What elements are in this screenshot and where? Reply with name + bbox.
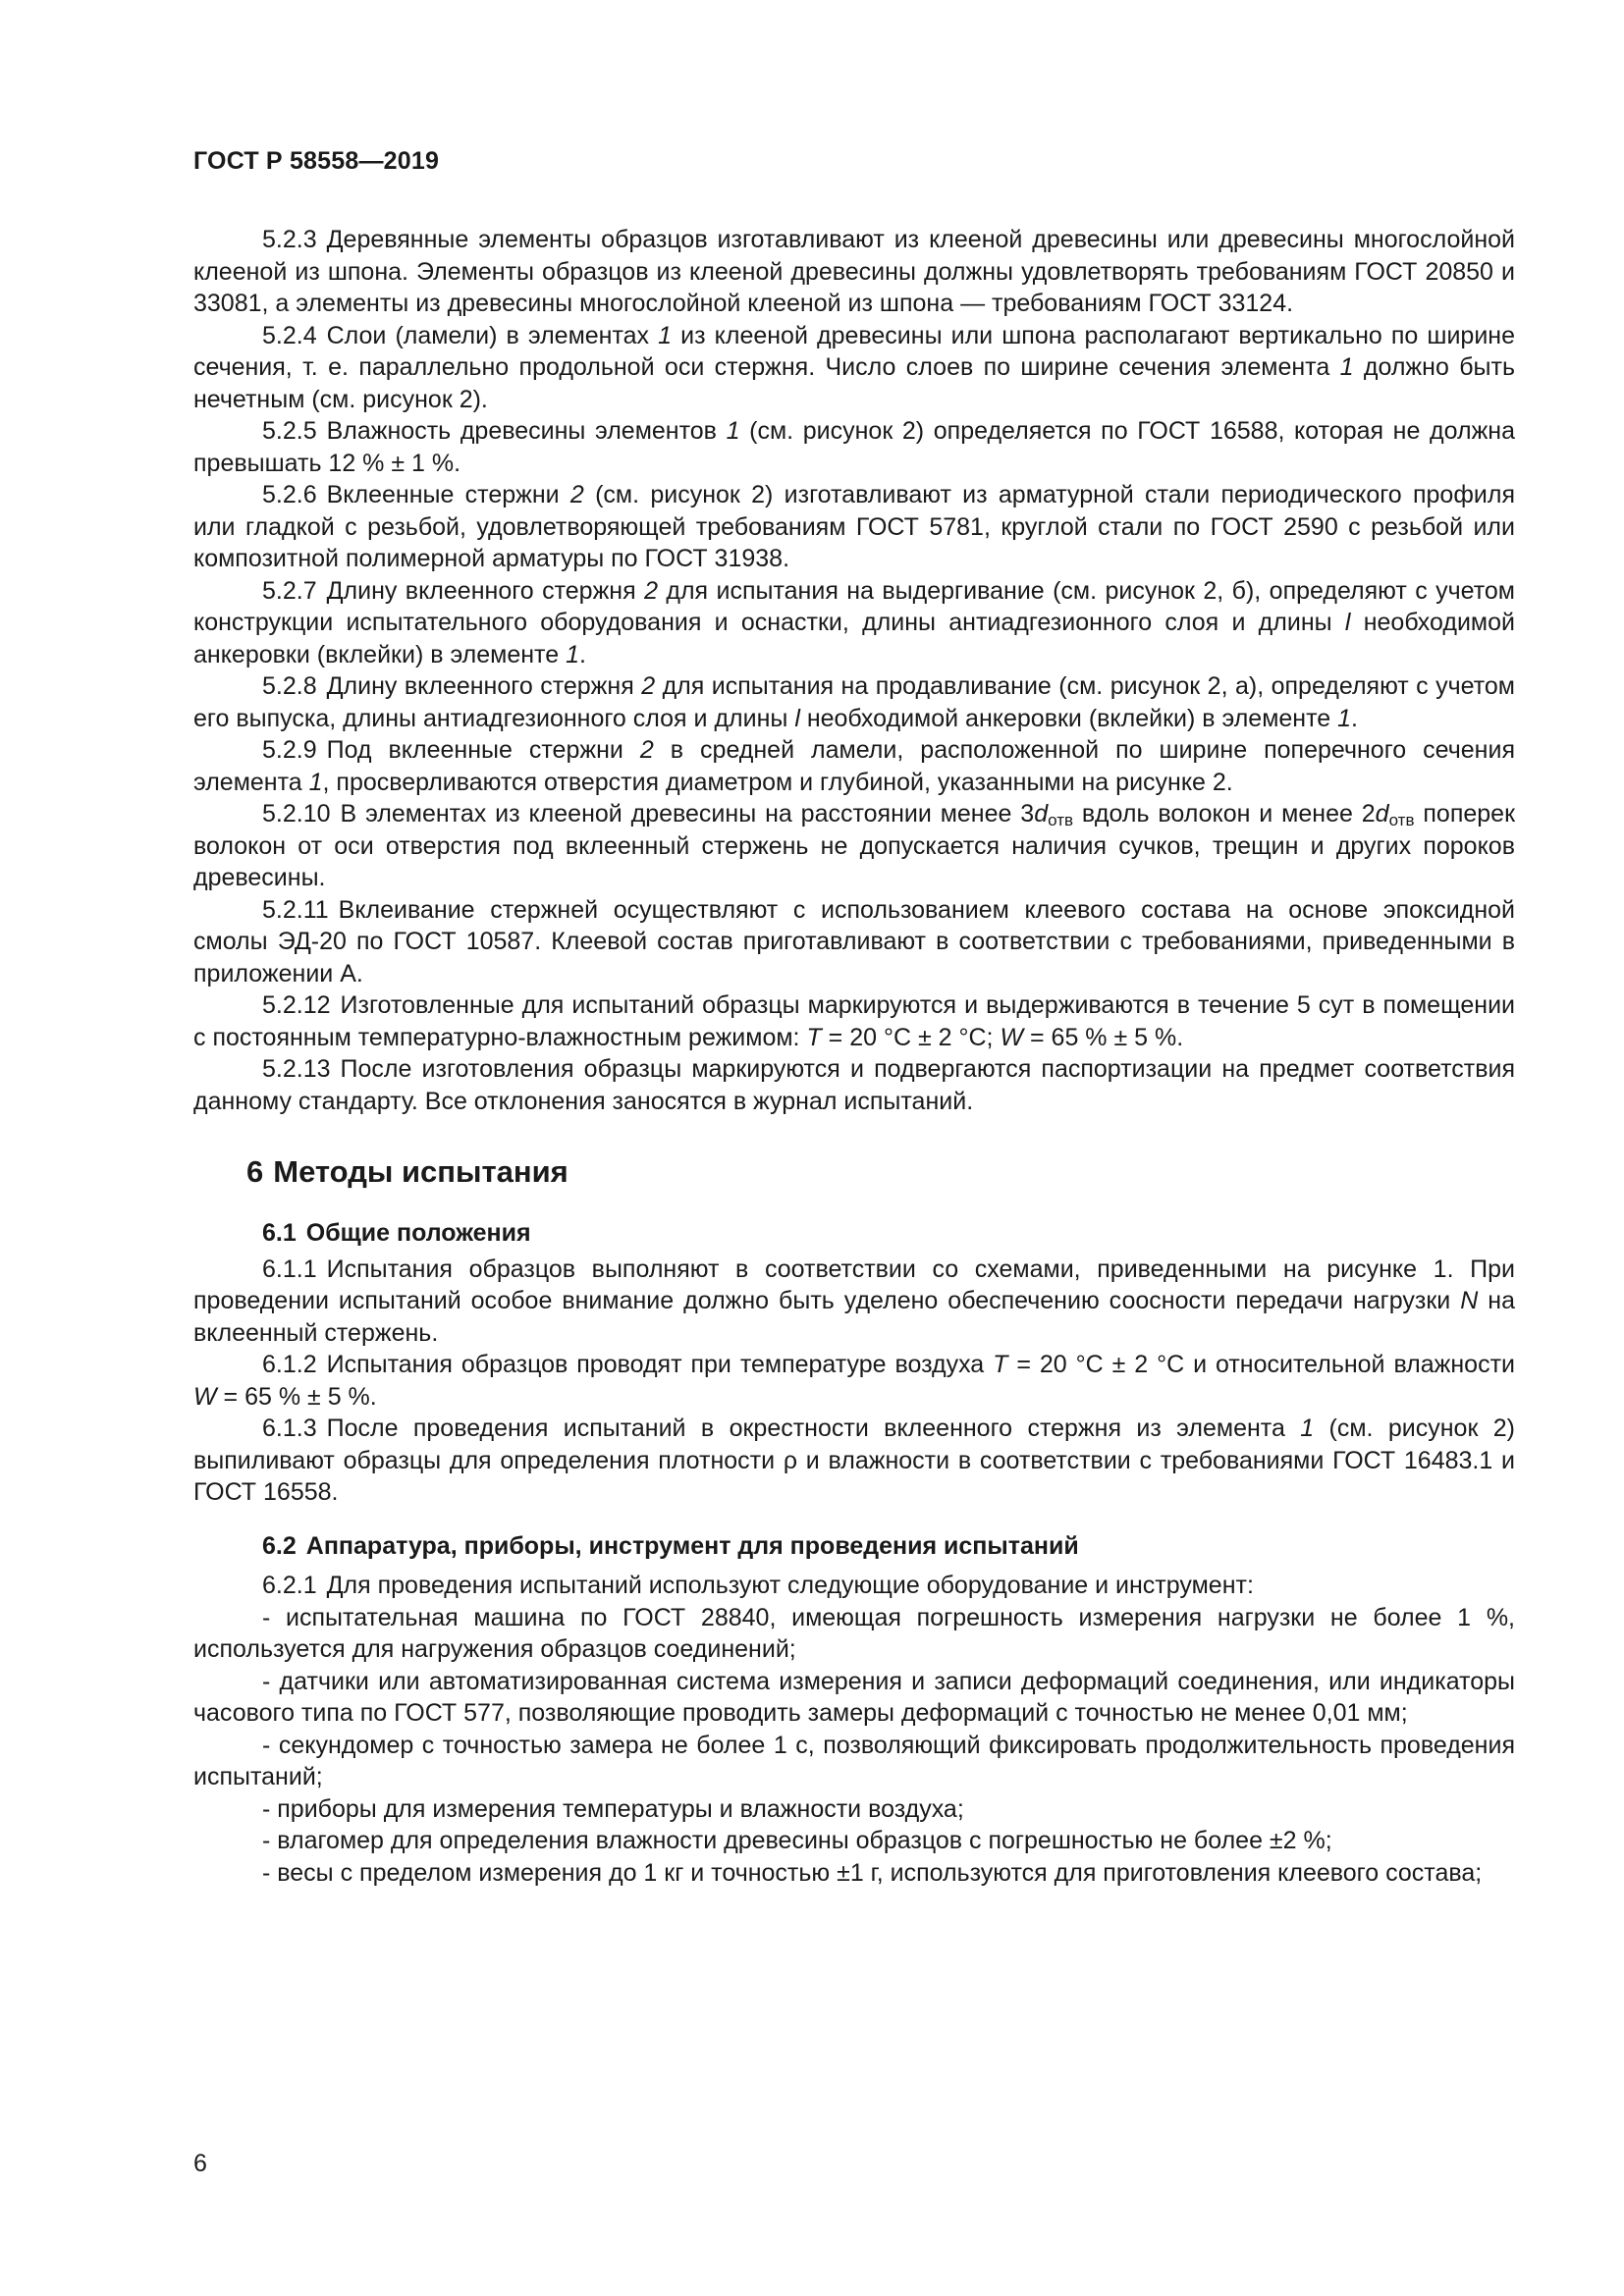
clause-text: В элементах из клееной древесины на расстоянии менее 3 bbox=[340, 800, 1035, 828]
section-6-title bbox=[246, 1152, 1515, 1192]
clause-text: (см. рисунок 2) определяется по ГОСТ 16588, которая не должна превышать 12 % ± 1 %. bbox=[193, 417, 1515, 477]
paragraph-6-2-1 bbox=[193, 1570, 1515, 1602]
clause-text: для испытания на продавливание (см. рисунок 2, а), определяют с учетом его выпуска, длины антиадгезионного слоя и длины bbox=[193, 672, 1515, 732]
list-item: - весы с пределом измерения до 1 кг и точностью ±1 г, используются для приготовления клеевого состава; bbox=[262, 1858, 1483, 1887]
clause-text: Вклеенные стержни bbox=[326, 481, 570, 508]
clause-text: на вклеенный стержень. bbox=[193, 1287, 1515, 1347]
clause-text: = 65 % ± 5 %. bbox=[216, 1382, 377, 1411]
element-ref: 1 bbox=[1337, 704, 1352, 732]
variable-w: W bbox=[193, 1382, 217, 1411]
clause-number: 6.1.2 bbox=[262, 1351, 317, 1378]
section-number: 6 bbox=[246, 1154, 264, 1189]
list-item: - секундомер с точностью замера не более 1 с, позволяющий фиксировать продолжительность проведения испытаний; bbox=[193, 1731, 1515, 1790]
clause-text: = 20 °С ± 2 °С; bbox=[821, 1023, 1001, 1051]
paragraph-5-2-3 bbox=[193, 224, 1515, 320]
clause-text: Для проведения испытаний используют следующие оборудование и инструмент: bbox=[326, 1572, 1254, 1599]
clause-text: необходимой анкеровки (вклейки) в элементе bbox=[799, 704, 1338, 732]
clause-number: 5.2.10 bbox=[262, 800, 331, 828]
clause-number: 5.2.8 bbox=[262, 672, 317, 700]
clause-text: Длину вклеенного стержня bbox=[326, 576, 645, 605]
clause-text: . bbox=[1351, 704, 1358, 732]
clause-number: 5.2.6 bbox=[262, 481, 317, 508]
clause-number: 5.2.4 bbox=[262, 321, 317, 349]
clause-text: = 20 °С ± 2 °С и относительной влажности bbox=[1007, 1351, 1515, 1378]
clause-number: 6.2.1 bbox=[262, 1572, 317, 1599]
clause-number: 5.2.5 bbox=[262, 417, 317, 445]
paragraph-6-1-3 bbox=[193, 1413, 1515, 1509]
subsection-6-2-title bbox=[262, 1530, 1515, 1563]
subsection-6-1-title bbox=[262, 1217, 1515, 1250]
clause-text: , просверливаются отверстия диаметром и глубиной, указанными на рисунке 2. bbox=[322, 768, 1233, 796]
paragraph-5-2-10 bbox=[193, 798, 1515, 894]
list-item: - влагомер для определения влажности древесины образцов с погрешностью не более ±2 %; bbox=[262, 1827, 1332, 1854]
paragraph-5-2-4 bbox=[193, 320, 1515, 416]
element-ref: 1 bbox=[566, 640, 579, 668]
page-number: 6 bbox=[193, 2150, 207, 2177]
element-ref: 2 bbox=[644, 576, 658, 605]
clause-number: 5.2.7 bbox=[262, 576, 317, 605]
paragraph-5-2-8 bbox=[193, 670, 1515, 734]
paragraph-5-2-13 bbox=[193, 1053, 1515, 1117]
clause-text: После проведения испытаний в окрестности вклеенного стержня из элемента bbox=[326, 1415, 1301, 1442]
clause-number: 5.2.12 bbox=[262, 991, 331, 1019]
clause-text: (см. рисунок 2) выпиливают образцы для определения плотности ρ и влажности в соответствии с требованиями ГОСТ 16483.1 и ГОСТ 16558. bbox=[193, 1415, 1515, 1506]
element-ref: 2 bbox=[641, 672, 656, 700]
clause-text: должно быть нечетным (см. рисунок 2). bbox=[193, 353, 1515, 413]
subsection-number: 6.2 bbox=[262, 1531, 297, 1560]
list-item: - датчики или автоматизированная система измерения и записи деформаций соединения, или индикаторы часового типа по ГОСТ 577, позволяющие проводить замеры деформаций с точностью не менее 0,01 мм; bbox=[193, 1667, 1515, 1727]
clause-text: вдоль волокон и менее 2 bbox=[1073, 800, 1376, 828]
variable-l: l bbox=[1344, 609, 1351, 636]
clause-number: 6.1.1 bbox=[262, 1255, 317, 1283]
section-title-text: Методы испытания bbox=[273, 1154, 568, 1189]
clause-text: Изготовленные для испытаний образцы маркируются и выдерживаются в течение 5 сут в помещении с постоянным температурно-влажностным режимом: bbox=[193, 991, 1515, 1051]
subscript-otv: отв bbox=[1388, 811, 1415, 829]
paragraph-5-2-9 bbox=[193, 734, 1515, 798]
clause-text: Испытания образцов выполняют в соответствии со схемами, приведенными на рисунке 1. При проведении испытаний особое внимание должно быть уделено обеспечению соосности передачи нагрузки bbox=[193, 1255, 1515, 1314]
paragraph-6-1-2 bbox=[193, 1349, 1515, 1413]
element-ref: 1 bbox=[658, 321, 673, 349]
clause-text: Вклеивание стержней осуществляют с использованием клеевого состава на основе эпоксидной смолы ЭД-20 по ГОСТ 10587. Клеевой состав приготавливают в соответствии с требованиями, приведенными в приложении А. bbox=[193, 895, 1515, 988]
variable-n: N bbox=[1460, 1287, 1479, 1314]
paragraph-6-1-1 bbox=[193, 1254, 1515, 1350]
paragraph-5-2-5 bbox=[193, 415, 1515, 479]
list-item: - приборы для измерения температуры и влажности воздуха; bbox=[262, 1794, 964, 1823]
document-body bbox=[193, 224, 1515, 1889]
variable-d: d bbox=[1375, 800, 1389, 828]
element-ref: 1 bbox=[726, 417, 740, 445]
variable-t: T bbox=[806, 1023, 822, 1051]
element-ref: 1 bbox=[1300, 1415, 1315, 1442]
element-ref: 2 bbox=[639, 736, 654, 764]
clause-text: Деревянные элементы образцов изготавливают из клееной древесины или древесины многослойной клееной из шпона. Элементы образцов из клееной древесины должны удовлетворять требованиям ГОСТ 20850 и 33081, а элементы из древесины многослойной клееной из шпона — требованиям ГОСТ 33124. bbox=[193, 226, 1515, 317]
clause-number: 5.2.11 bbox=[262, 895, 329, 924]
element-ref: 1 bbox=[308, 768, 323, 796]
clause-number: 5.2.13 bbox=[262, 1055, 331, 1083]
subsection-number: 6.1 bbox=[262, 1219, 297, 1247]
clause-text: необходимой анкеровки (вклейки) в элементе bbox=[193, 609, 1515, 668]
subsection-title-text: Аппаратура, приборы, инструмент для проведения испытаний bbox=[305, 1531, 1079, 1560]
paragraph-5-2-11 bbox=[193, 894, 1515, 990]
subsection-title-text: Общие положения bbox=[305, 1219, 531, 1247]
clause-text: Влажность древесины элементов bbox=[326, 417, 727, 445]
clause-text: из клееной древесины или шпона располагают вертикально по ширине сечения, т. е. параллельно продольной оси стержня. Число слоев по ширине сечения элемента bbox=[193, 321, 1516, 381]
clause-text: Под вклеенные стержни bbox=[326, 736, 640, 764]
clause-text: = 65 % ± 5 %. bbox=[1023, 1023, 1184, 1051]
clause-text: Испытания образцов проводят при температуре воздуха bbox=[326, 1351, 994, 1378]
clause-text: для испытания на выдергивание (см. рисунок 2, б), определяют с учетом конструкции испытательного оборудования и оснастки, длины антиадгезионного слоя и длины bbox=[193, 576, 1515, 636]
subscript-otv: отв bbox=[1048, 811, 1074, 829]
list-item: - испытательная машина по ГОСТ 28840, имеющая погрешность измерения нагрузки не более 1 %, используется для нагружения образцов соединений; bbox=[193, 1603, 1515, 1663]
clause-text: (см. рисунок 2) изготавливают из арматурной стали периодического профиля или гладкой с резьбой, удовлетворяющей требованиям ГОСТ 5781, круглой стали по ГОСТ 2590 с резьбой или композитной полимерной арматуры по ГОСТ 31938. bbox=[193, 481, 1515, 572]
paragraph-5-2-6 bbox=[193, 479, 1515, 575]
clause-text: поперек волокон от оси отверстия под вклеенный стержень не допускается наличия сучков, трещин и других пороков древесины. bbox=[193, 800, 1516, 891]
clause-text: . bbox=[578, 640, 586, 668]
clause-number: 5.2.9 bbox=[262, 736, 317, 764]
paragraph-5-2-12 bbox=[193, 989, 1515, 1053]
clause-text: Длину вклеенного стержня bbox=[326, 672, 642, 700]
variable-d: d bbox=[1034, 800, 1049, 828]
clause-number: 6.1.3 bbox=[262, 1415, 317, 1442]
clause-text: в средней ламели, расположенной по ширине поперечного сечения элемента bbox=[193, 736, 1515, 796]
clause-text: После изготовления образцы маркируются и подвергаются паспортизации на предмет соответствия данному стандарту. Все отклонения заносятся в журнал испытаний. bbox=[193, 1055, 1515, 1115]
element-ref: 2 bbox=[569, 481, 584, 508]
variable-t: T bbox=[993, 1351, 1008, 1378]
element-ref: 1 bbox=[1339, 353, 1354, 381]
clause-text: Слои (ламели) в элементах bbox=[326, 321, 659, 349]
document-header: ГОСТ Р 58558—2019 bbox=[193, 147, 440, 175]
clause-number: 5.2.3 bbox=[262, 226, 317, 253]
variable-w: W bbox=[1000, 1023, 1024, 1051]
variable-l: l bbox=[794, 704, 800, 732]
paragraph-5-2-7 bbox=[193, 575, 1515, 671]
